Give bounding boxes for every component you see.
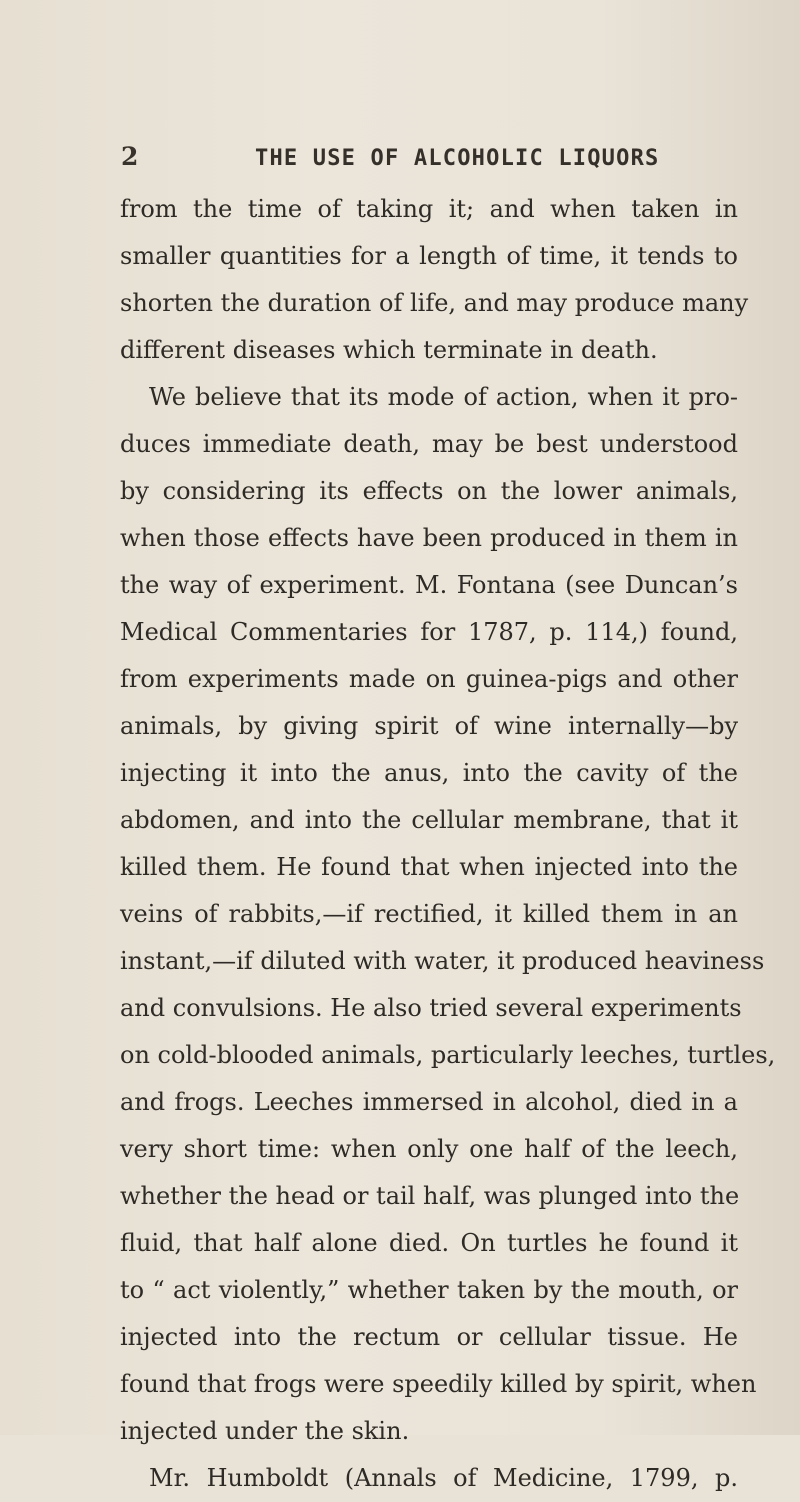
text-line: injected into the rectum or cellular tissue. He bbox=[120, 1323, 738, 1351]
text-line: veins of rabbits,—if rectified, it killed them in an bbox=[120, 900, 738, 928]
text-line: abdomen, and into the cellular membrane, that it bbox=[120, 806, 738, 834]
body-text bbox=[120, 186, 776, 1502]
text-line: on cold-blooded animals, particularly leeches, turtles, bbox=[120, 1041, 776, 1069]
text-line: to “ act violently,” whether taken by the mouth, or bbox=[120, 1276, 738, 1304]
text-line: and convulsions. He also tried several experiments bbox=[120, 994, 742, 1022]
text-line: injected under the skin. bbox=[120, 1417, 410, 1445]
text-line: killed them. He found that when injected into the bbox=[120, 853, 738, 881]
text-line: fluid, that half alone died. On turtles he found it bbox=[120, 1229, 738, 1257]
text-line: from experiments made on guinea-pigs and other bbox=[120, 665, 738, 693]
running-head: THE USE OF ALCOHOLIC LIQUORS bbox=[255, 146, 660, 171]
text-line: Medical Commentaries for 1787, p. 114,) found, bbox=[120, 618, 738, 646]
text-line: whether the head or tail half, was plunged into the bbox=[120, 1182, 740, 1210]
text-line: by considering its effects on the lower animals, bbox=[120, 477, 738, 505]
text-line: the way of experiment. M. Fontana (see Duncan’s bbox=[120, 571, 738, 599]
text-line: when those effects have been produced in them in bbox=[120, 524, 738, 552]
text-line: very short time: when only one half of the leech, bbox=[120, 1135, 738, 1163]
text-line: found that frogs were speedily killed by spirit, when bbox=[120, 1370, 757, 1398]
text-line: animals, by giving spirit of wine internally—by bbox=[120, 712, 738, 740]
text-line: duces immediate death, may be best understood bbox=[120, 430, 738, 458]
text-line: and frogs. Leeches immersed in alcohol, died in a bbox=[120, 1088, 738, 1116]
page-header bbox=[0, 140, 800, 180]
text-line: from the time of taking it; and when taken in bbox=[120, 195, 738, 223]
page-number: 2 bbox=[121, 142, 139, 171]
text-line: instant,—if diluted with water, it produced heaviness bbox=[120, 947, 765, 975]
text-line: different diseases which terminate in death. bbox=[120, 336, 658, 364]
text-line: smaller quantities for a length of time, it tends to bbox=[120, 242, 738, 270]
text-line: shorten the duration of life, and may produce many bbox=[120, 289, 749, 317]
text-line: We believe that its mode of action, when it pro- bbox=[149, 383, 738, 411]
text-line: Mr. Humboldt (Annals of Medicine, 1799, p. bbox=[149, 1464, 738, 1492]
text-line: injecting it into the anus, into the cavity of the bbox=[120, 759, 738, 787]
